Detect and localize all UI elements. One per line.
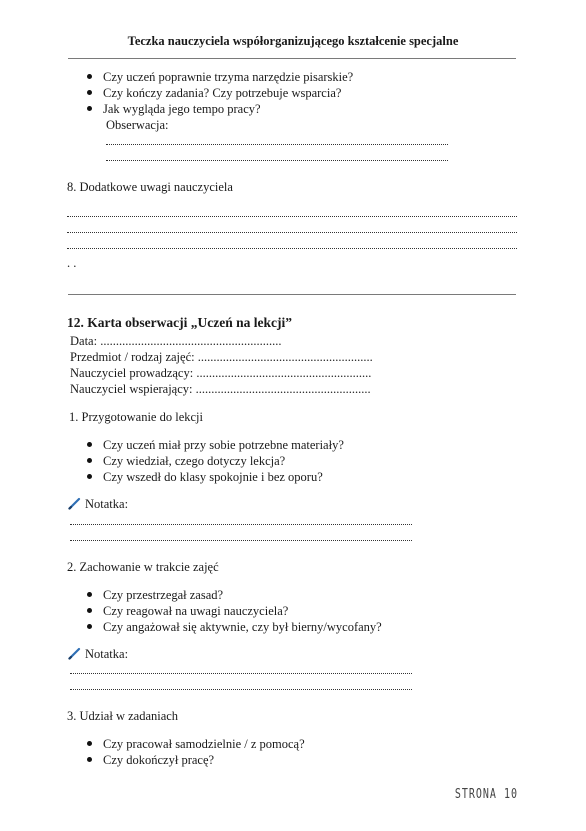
note-label: Notatka:	[85, 647, 129, 661]
fill-line-tail: . .	[67, 256, 77, 270]
form-field-date: Data: ..........................................................	[70, 334, 282, 348]
list-item: Czy kończy zadania? Czy potrzebuje wsparcia?	[103, 86, 341, 100]
page-number: STRONA 10	[454, 787, 518, 802]
list-item: Czy przestrzegał zasad?	[103, 588, 223, 602]
list-item: Czy uczeń poprawnie trzyma narzędzie pisarskie?	[103, 70, 353, 84]
list-item: Czy pracował samodzielnie / z pomocą?	[103, 737, 305, 751]
list-item: Czy reagował na uwagi nauczyciela?	[103, 604, 288, 618]
list-item: Czy uczeń miał przy sobie potrzebne materiały?	[103, 438, 344, 452]
page-header-title: Teczka nauczyciela współorganizującego kształcenie specjalne	[127, 34, 459, 48]
subsection-heading: 2. Zachowanie w trakcie zajęć	[67, 560, 219, 574]
section-rule	[68, 294, 516, 295]
fill-line	[70, 524, 412, 525]
pencil-icon	[68, 497, 81, 510]
fill-line	[106, 144, 448, 145]
list-item: Czy angażował się aktywnie, czy był bierny/wycofany?	[103, 620, 382, 634]
subsection-heading: 1. Przygotowanie do lekcji	[69, 410, 203, 424]
fill-line	[70, 540, 412, 541]
subsection-heading: 3. Udział w zadaniach	[67, 709, 179, 723]
fill-line	[67, 248, 517, 249]
list-item: Jak wygląda jego tempo pracy?	[103, 102, 261, 116]
note-label: Notatka:	[85, 497, 129, 511]
list-item: Czy wszedł do klasy spokojnie i bez oporu?	[103, 470, 323, 484]
pencil-icon	[68, 647, 81, 660]
fill-line	[67, 216, 517, 217]
fill-line	[70, 689, 412, 690]
form-field-lead-teacher: Nauczyciel prowadzący: ........................................................	[70, 366, 372, 380]
fill-line	[67, 232, 517, 233]
fill-line	[70, 673, 412, 674]
form-field-subject: Przedmiot / rodzaj zajęć: ........................................................	[70, 350, 373, 364]
section-heading: 8. Dodatkowe uwagi nauczyciela	[67, 180, 233, 194]
fill-line	[106, 160, 448, 161]
list-item: Czy wiedział, czego dotyczy lekcja?	[103, 454, 285, 468]
list-item: Czy dokończył pracę?	[103, 753, 214, 767]
observation-label: Obserwacja:	[106, 118, 169, 132]
form-field-support-teacher: Nauczyciel wspierający: ........................................................	[70, 382, 371, 396]
page-title: 12. Karta obserwacji „Uczeń na lekcji”	[67, 315, 292, 330]
header-rule	[68, 58, 516, 59]
